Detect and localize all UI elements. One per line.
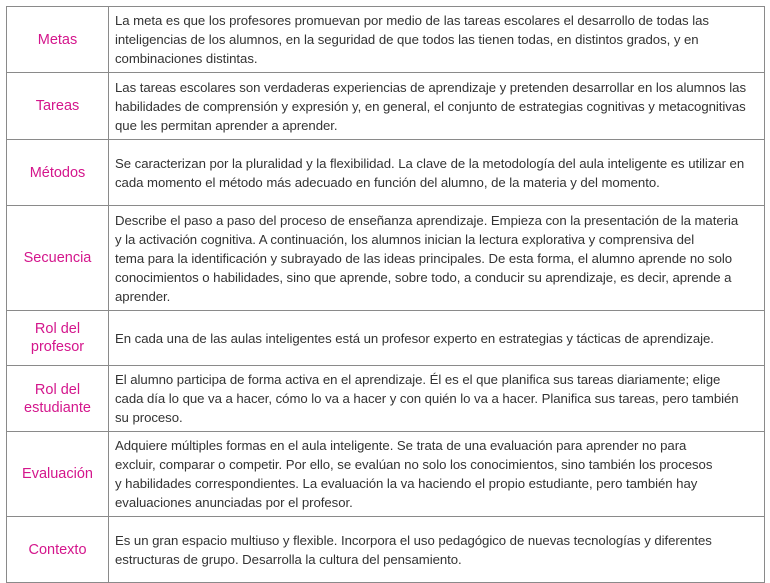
row-label-line: Rol del <box>34 381 81 398</box>
description-line: y la activación cognitiva. A continuación, los alumnos inician la lectura explorativa y comprensiva del <box>115 231 695 247</box>
description-line: En cada una de las aulas inteligentes está un profesor experto en estrategias y tácticas de aprendizaje. <box>115 330 714 346</box>
row-label-metodos <box>7 140 109 206</box>
table-row <box>7 73 765 140</box>
table-row <box>7 311 765 366</box>
row-label-line: profesor <box>30 339 85 355</box>
row-label-evaluacion <box>7 432 109 517</box>
row-description-tareas <box>109 73 765 140</box>
table-row <box>7 366 765 432</box>
row-description-evaluacion <box>109 432 765 517</box>
description-line: su proceso. <box>115 410 183 425</box>
row-label-line: Contexto <box>28 541 87 558</box>
row-label-contexto <box>7 517 109 583</box>
table-row <box>7 432 765 517</box>
row-description-metas <box>109 7 765 73</box>
row-label-line: estudiante <box>24 399 91 416</box>
description-line: que les permitan aprender a aprender. <box>115 117 338 133</box>
row-description-secuencia <box>109 206 765 311</box>
description-line: cada momento el método más adecuado en función del alumno, de la materia y del momento. <box>115 174 660 190</box>
description-line: tema para la identificación y subrayado de las ideas principales. De esta forma, el alumno aprende no solo <box>115 250 733 266</box>
table-row <box>7 140 765 206</box>
row-description-contexto <box>109 517 765 583</box>
row-label-line: Rol del <box>34 321 81 337</box>
description-line: y habilidades correspondientes. La evaluación la va haciendo el propio estudiante, pero también hay <box>115 476 698 491</box>
description-line: inteligencias de los alumnos, en la seguridad de que todos las tienen todas, en distintos grados, y en <box>115 32 699 47</box>
description-line: Adquiere múltiples formas en el aula inteligente. Se trata de una evaluación para aprender no para <box>115 438 687 453</box>
description-line: combinaciones distintas. <box>115 51 258 66</box>
row-label-line: Tareas <box>35 98 80 114</box>
description-line: aprender. <box>115 288 171 304</box>
description-line: Describe el paso a paso del proceso de enseñanza aprendizaje. Empieza con la presentación de la materia <box>115 212 739 228</box>
row-description-metodos <box>109 140 765 206</box>
description-line: estructuras de grupo. Desarrolla la cultura del pensamiento. <box>115 551 462 567</box>
row-label-metas <box>7 7 109 73</box>
description-line: cada día lo que va a hacer, cómo lo va a hacer y con quién lo va a hacer. Planifica sus tareas, pero también <box>115 391 739 406</box>
row-label-line: Metas <box>37 31 78 48</box>
description-line: Se caracterizan por la pluralidad y la flexibilidad. La clave de la metodología del aula inteligente es utilizar en <box>115 155 745 171</box>
row-label-rol-del-estudiante <box>7 366 109 432</box>
row-label-line: Evaluación <box>22 466 93 482</box>
aula-inteligente-table <box>6 6 765 583</box>
description-line: Las tareas escolares son verdaderas experiencias de aprendizaje y pretenden desarrollar en los alumnos las <box>115 79 746 95</box>
row-label-rol-del-profesor <box>7 311 109 366</box>
table-row <box>7 206 765 311</box>
description-line: evaluaciones anunciadas por el profesor. <box>115 495 353 510</box>
row-label-line: Métodos <box>29 164 86 181</box>
description-line: excluir, comparar o competir. Por ello, se evalúan no solo los conocimientos, sino también los procesos <box>115 457 713 472</box>
row-label-secuencia <box>7 206 109 311</box>
description-line: El alumno participa de forma activa en el aprendizaje. Él es el que planifica sus tareas diariamente; elige <box>115 372 721 387</box>
table-row <box>7 7 765 73</box>
description-line: Es un gran espacio multiuso y flexible. Incorpora el uso pedagógico de nuevas tecnologías y diferentes <box>115 532 712 548</box>
row-description-rol-del-estudiante <box>109 366 765 432</box>
row-label-line: Secuencia <box>23 250 92 266</box>
description-line: La meta es que los profesores promuevan por medio de las tareas escolares el desarrollo de todas las <box>115 13 709 28</box>
description-line: habilidades de comprensión y expresión y, en general, el conjunto de estrategias cognitivas y metacognitivas <box>115 98 746 114</box>
description-line: conocimientos o habilidades, sino que aprende, sobre todo, a conducir su aprendizaje, es decir, aprende a <box>115 269 732 285</box>
row-label-tareas <box>7 73 109 140</box>
row-description-rol-del-profesor <box>109 311 765 366</box>
table-row <box>7 517 765 583</box>
